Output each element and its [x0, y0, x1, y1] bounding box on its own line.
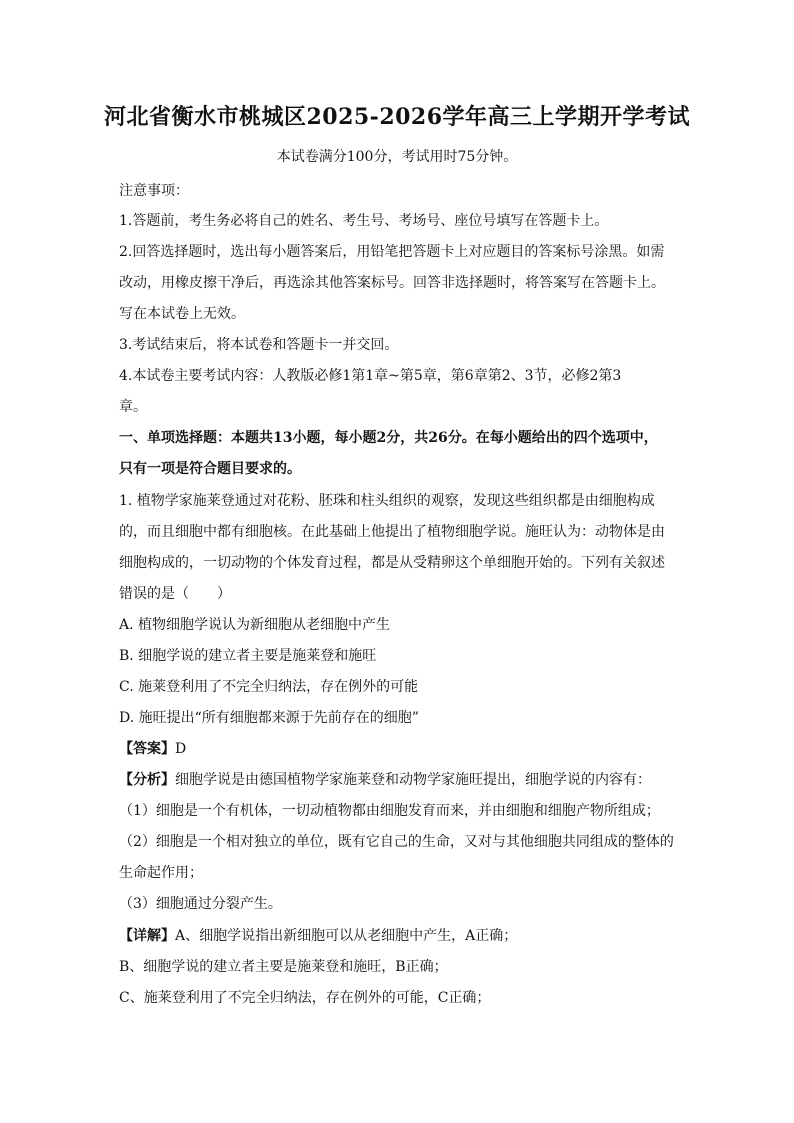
- analysis-point-3: （3）细胞通过分裂产生。: [119, 896, 282, 912]
- exam-subtitle: 本试卷满分100分，考试用时75分钟。: [276, 149, 518, 165]
- analysis-line: [119, 769, 679, 789]
- question-stem-line-4: 错误的是（ ）: [119, 586, 231, 602]
- notice-item-4-line-1: 4.本试卷主要考试内容：人教版必修1第1章~第5章，第6章第2、3节，必修2第3: [119, 368, 622, 384]
- notice-item-1: 1.答题前，考生务必将自己的姓名、考生号、考场号、座位号填写在答题卡上。: [119, 213, 609, 229]
- detail-tag: 【详解】: [119, 928, 175, 944]
- question-stem-line-3: 细胞构成的，一切动物的个体发育过程，都是从受精卵这个单细胞开始的。下列有关叙述: [119, 555, 665, 571]
- analysis-point-1: （1）细胞是一个有机体，一切动植物都由细胞发育而来，并由细胞和细胞产物所组成；: [119, 803, 660, 819]
- section-heading-line-1: 一、单项选择题：本题共13小题，每小题2分，共26分。在每小题给出的四个选项中，: [119, 430, 658, 446]
- answer-value: D: [175, 741, 187, 757]
- detail-a-text: A、细胞学说指出新细胞可以从老细胞中产生，A正确；: [175, 928, 518, 944]
- exam-title: 河北省衡水市桃城区2025-2026学年高三上学期开学考试: [103, 104, 691, 130]
- notice-item-2-line-1: 2.回答选择题时，选出每小题答案后，用铅笔把答题卡上对应题目的答案标号涂黑。如需: [119, 244, 665, 260]
- question-stem-line-2: 的，而且细胞中都有细胞核。在此基础上他提出了植物细胞学说。施旺认为：动物体是由: [119, 524, 665, 540]
- option-c: C. 施莱登利用了不完全归纳法，存在例外的可能: [119, 679, 419, 695]
- answer-tag: 【答案】: [119, 741, 175, 757]
- answer-line: [119, 738, 679, 758]
- analysis-tag: 【分析】: [119, 772, 175, 788]
- notice-item-2-line-2: 改动，用橡皮擦干净后，再选涂其他答案标号。回答非选择题时，将答案写在答题卡上。: [119, 275, 665, 291]
- question-stem-line-1: 1. 植物学家施莱登通过对花粉、胚珠和柱头组织的观察，发现这些组织都是由细胞构成: [119, 493, 655, 509]
- analysis-point-2-line-1: （2）细胞是一个相对独立的单位，既有它自己的生命，又对与其他细胞共同组成的整体的: [119, 834, 674, 850]
- detail-line-c: C、施莱登利用了不完全归纳法，存在例外的可能，C正确；: [119, 990, 491, 1006]
- option-a: A. 植物细胞学说认为新细胞从老细胞中产生: [119, 617, 391, 633]
- option-b: B. 细胞学说的建立者主要是施莱登和施旺: [119, 648, 377, 664]
- analysis-text: 细胞学说是由德国植物学家施莱登和动物学家施旺提出，细胞学说的内容有：: [175, 772, 651, 788]
- detail-line-a: [119, 925, 679, 945]
- notice-item-4-line-2: 章。: [119, 399, 147, 415]
- section-heading-line-2: 只有一项是符合题目要求的。: [119, 461, 301, 477]
- option-d: D. 施旺提出“所有细胞都来源于先前存在的细胞”: [119, 710, 419, 726]
- notice-item-3: 3.考试结束后，将本试卷和答题卡一并交回。: [119, 337, 399, 353]
- detail-line-b: B、细胞学说的建立者主要是施莱登和施旺，B正确；: [119, 959, 448, 975]
- notice-item-2-line-3: 写在本试卷上无效。: [119, 306, 245, 322]
- notice-heading: 注意事项：: [119, 183, 189, 199]
- analysis-point-2-line-2: 生命起作用；: [119, 865, 203, 881]
